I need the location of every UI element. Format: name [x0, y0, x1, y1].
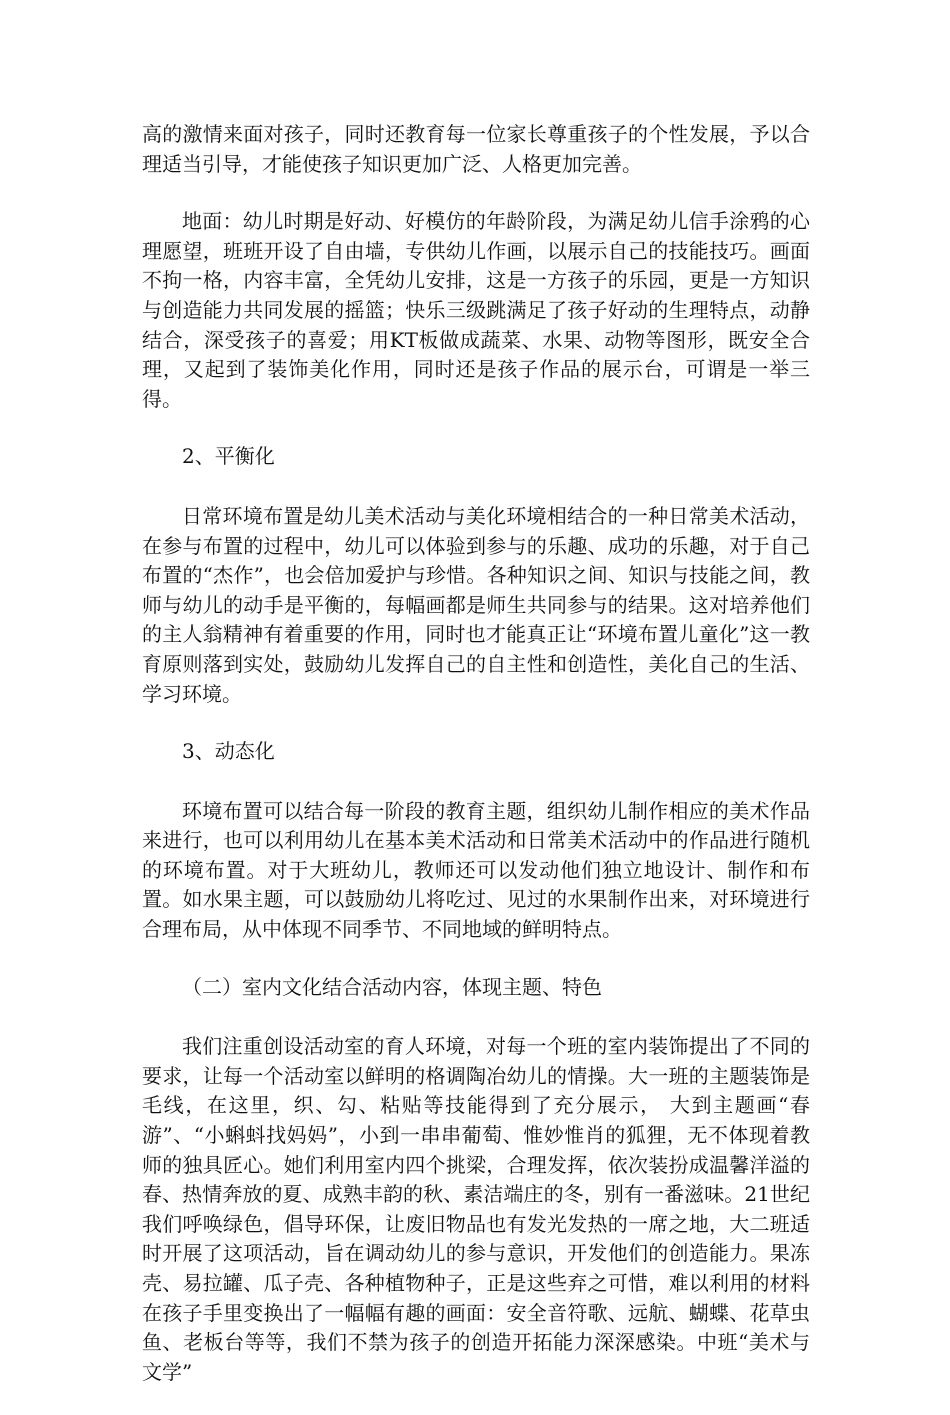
section-heading-balance: 2、平衡化 — [182, 444, 275, 469]
paragraph-environment-layout: 环境布置可以结合每一阶段的教育主题，组织幼儿制作相应的美术作品来进行，也可以利用幼儿在基本美术活动和日常美术活动中的作品进行随机的环境布置。对于大班幼儿，教师还可以发动他们独立地设计、制作和布置。如水果主题，可以鼓励幼儿将吃过、见过的水果制作出来，对环境进行合理布局，从中体现不同季节、不同地域的鲜明特点。 — [142, 798, 810, 942]
paragraph-ground: 地面：幼儿时期是好动、好模仿的年龄阶段，为满足幼儿信手涂鸦的心理愿望，班班开设了自由墙，专供幼儿作画，以展示自己的技能技巧。画面不拘一格，内容丰富，全凭幼儿安排，这是一方孩子的乐园，更是一方知识与创造能力共同发展的摇篮；快乐三级跳满足了孩子好动的生理特点，动静结合，深受孩子的喜爱；用KT板做成蔬菜、水果、动物等图形，既安全合理，又起到了装饰美化作用，同时还是孩子作品的展示台，可谓是一举三得。 — [142, 209, 810, 411]
paragraph-continuation: 高的激情来面对孩子，同时还教育每一位家长尊重孩子的个性发展，予以合理适当引导，才能使孩子知识更加广泛、人格更加完善。 — [142, 122, 810, 176]
section-heading-dynamic: 3、动态化 — [182, 739, 275, 764]
section-heading-indoor-culture: （二）室内文化结合活动内容，体现主题、特色 — [182, 974, 602, 999]
paragraph-indoor-environment: 我们注重创设活动室的育人环境，对每一个班的室内装饰提出了不同的要求，让每一个活动室以鲜明的格调陶冶幼儿的情操。大一班的主题装饰是毛线，在这里，织、勾、粘贴等技能得到了充分展示， 大到主题画“春游”、“小蝌蚪找妈妈”，小到一串串葡萄、惟妙惟肖的狐狸，无不体现着教师的独具匠心。她们利用室内四个挑梁，合理发挥，依次装扮成温馨洋溢的春、热情奔放的夏、成熟丰韵的秋、素洁端庄的冬，别有一番滋味。21世纪我们呼唤绿色，倡导环保，让废旧物品也有发光发热的一席之地，大二班适时开展了这项活动，旨在调动幼儿的参与意识，开发他们的创造能力。果冻壳、易拉罐、瓜子壳、各种植物种子，正是这些弃之可惜，难以利用的材料在孩子手里变换出了一幅幅有趣的画面：安全音符歌、远航、蝴蝶、花草虫鱼、老板台等等，我们不禁为孩子的创造开拓能力深深感染。中班“美术与文学” — [142, 1034, 810, 1384]
paragraph-daily-environment: 日常环境布置是幼儿美术活动与美化环境相结合的一种日常美术活动，在参与布置的过程中，幼儿可以体验到参与的乐趣、成功的乐趣，对于自己布置的“杰作”，也会倍加爱护与珍惜。各种知识之间、知识与技能之间，教师与幼儿的动手是平衡的，每幅画都是师生共同参与的结果。这对培养他们的主人翁精神有着重要的作用，同时也才能真正让“环境布置儿童化”这一教育原则落到实处，鼓励幼儿发挥自己的自主性和创造性，美化自己的生活、学习环境。 — [142, 503, 810, 706]
document-body — [142, 120, 810, 1415]
